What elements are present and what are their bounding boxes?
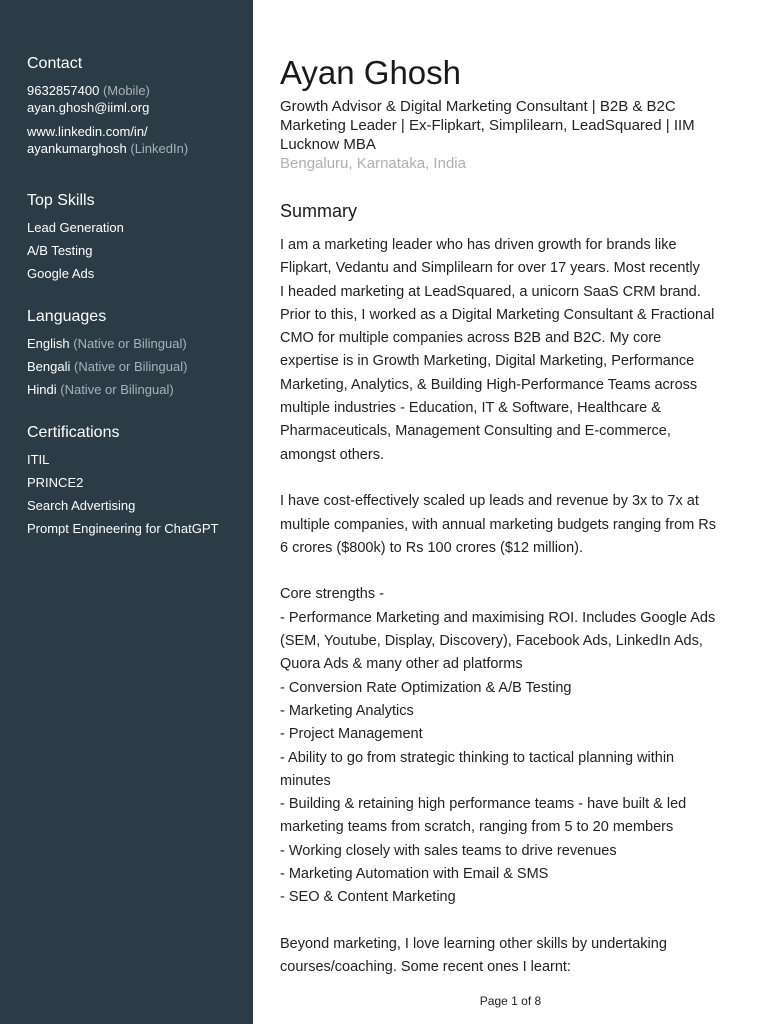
summary-line: multiple industries - Education, IT & Software, Healthcare &: [280, 400, 661, 417]
phone-note: (Mobile): [102, 83, 150, 98]
sidebar: [0, 0, 253, 1024]
summary-line: I am a marketing leader who has driven growth for brands like: [280, 237, 677, 253]
summary-line: - Marketing Automation with Email & SMS: [280, 866, 549, 883]
summary-line: courses/coaching. Some recent ones I learnt:: [280, 959, 571, 976]
language-name: English: [27, 336, 70, 351]
profile-location: Bengaluru, Karnataka, India: [280, 155, 466, 172]
summary-body: [280, 234, 750, 980]
linkedin-url-line1[interactable]: www.linkedin.com/in/: [27, 124, 148, 139]
summary-line: multiple companies, with annual marketing budgets ranging from Rs: [280, 516, 717, 533]
summary-line: - Conversion Rate Optimization & A/B Testing: [280, 679, 572, 696]
summary-line: 6 crores ($800k) to Rs 100 crores ($12 million).: [280, 539, 584, 556]
summary-line: I headed marketing at LeadSquared, a unicorn SaaS CRM brand.: [280, 283, 701, 300]
skills-heading: Top Skills: [27, 192, 95, 209]
summary-line: - SEO & Content Marketing: [280, 889, 456, 906]
phone-line: [27, 82, 247, 99]
contact-heading: Contact: [27, 55, 83, 72]
summary-line: (SEM, Youtube, Display, Discovery), Facebook Ads, LinkedIn Ads,: [280, 633, 703, 650]
languages-heading: Languages: [27, 308, 107, 325]
profile-name: Ayan Ghosh: [280, 54, 462, 91]
contact-section: [27, 54, 247, 157]
summary-line: Quora Ads & many other ad platforms: [280, 656, 523, 673]
paragraph-gap: [280, 910, 750, 933]
skill-item: A/B Testing: [27, 243, 93, 258]
headline-line: Growth Advisor & Digital Marketing Consultant | B2B & B2C: [280, 98, 676, 115]
skills-section: [27, 191, 247, 282]
paragraph-gap: [280, 467, 750, 490]
summary-line: - Project Management: [280, 726, 423, 743]
linkedin-note: (LinkedIn): [130, 141, 189, 156]
language-level: (Native or Bilingual): [74, 359, 188, 374]
language-name: Hindi: [27, 382, 57, 397]
languages-section: [27, 307, 247, 398]
summary-line: Prior to this, I worked as a Digital Marketing Consultant & Fractional: [280, 306, 715, 323]
email-link[interactable]: ayan.ghosh@iiml.org: [27, 100, 150, 115]
summary-line: - Working closely with sales teams to drive revenues: [280, 842, 617, 859]
main-content: [280, 0, 750, 1024]
language-level: (Native or Bilingual): [60, 382, 174, 397]
summary-line: - Building & retaining high performance teams - have built & led: [280, 796, 687, 813]
summary-heading: Summary: [280, 201, 358, 221]
summary-line: - Ability to go from strategic thinking to tactical planning within: [280, 749, 675, 766]
summary-line: - Performance Marketing and maximising ROI. Includes Google Ads: [280, 609, 716, 626]
skill-item: Lead Generation: [27, 220, 124, 235]
language-level: (Native or Bilingual): [73, 336, 187, 351]
summary-line: minutes: [280, 772, 331, 789]
certification-item: ITIL: [27, 452, 50, 467]
summary-line: - Marketing Analytics: [280, 702, 414, 719]
summary-line: Marketing, Analytics, & Building High-Performance Teams across: [280, 376, 698, 393]
headline-line: Marketing Leader | Ex-Flipkart, Simplilearn, LeadSquared | IIM: [280, 117, 695, 134]
linkedin-handle[interactable]: ayankumarghosh: [27, 141, 127, 156]
summary-line: Flipkart, Vedantu and Simplilearn for over 17 years. Most recently: [280, 260, 700, 277]
certifications-section: [27, 423, 247, 537]
language-item: [27, 335, 247, 352]
certification-item: PRINCE2: [27, 475, 84, 490]
summary-line: expertise is in Growth Marketing, Digital Marketing, Performance: [280, 353, 695, 370]
paragraph-gap: [280, 560, 750, 583]
linkedin-url-line2: [27, 140, 247, 157]
summary-line: Pharmaceuticals, Management Consulting and E-commerce,: [280, 423, 671, 440]
summary-line: I have cost-effectively scaled up leads and revenue by 3x to 7x at: [280, 493, 699, 510]
summary-line: Core strengths -: [280, 586, 384, 603]
phone-number[interactable]: 9632857400: [27, 83, 100, 98]
certification-item: Prompt Engineering for ChatGPT: [27, 521, 219, 536]
profile-headline: [280, 97, 750, 154]
skill-item: Google Ads: [27, 266, 95, 281]
summary-line: marketing teams from scratch, ranging from 5 to 20 members: [280, 819, 674, 836]
language-item: [27, 358, 247, 375]
certification-item: Search Advertising: [27, 498, 136, 513]
summary-line: Beyond marketing, I love learning other skills by undertaking: [280, 935, 667, 952]
language-item: [27, 381, 247, 398]
summary-line: CMO for multiple companies across B2B and B2C. My core: [280, 330, 662, 347]
summary-line: amongst others.: [280, 446, 384, 463]
page-number: Page 1 of 8: [479, 994, 542, 1008]
language-name: Bengali: [27, 359, 71, 374]
headline-line: Lucknow MBA: [280, 136, 376, 153]
certifications-heading: Certifications: [27, 424, 120, 441]
